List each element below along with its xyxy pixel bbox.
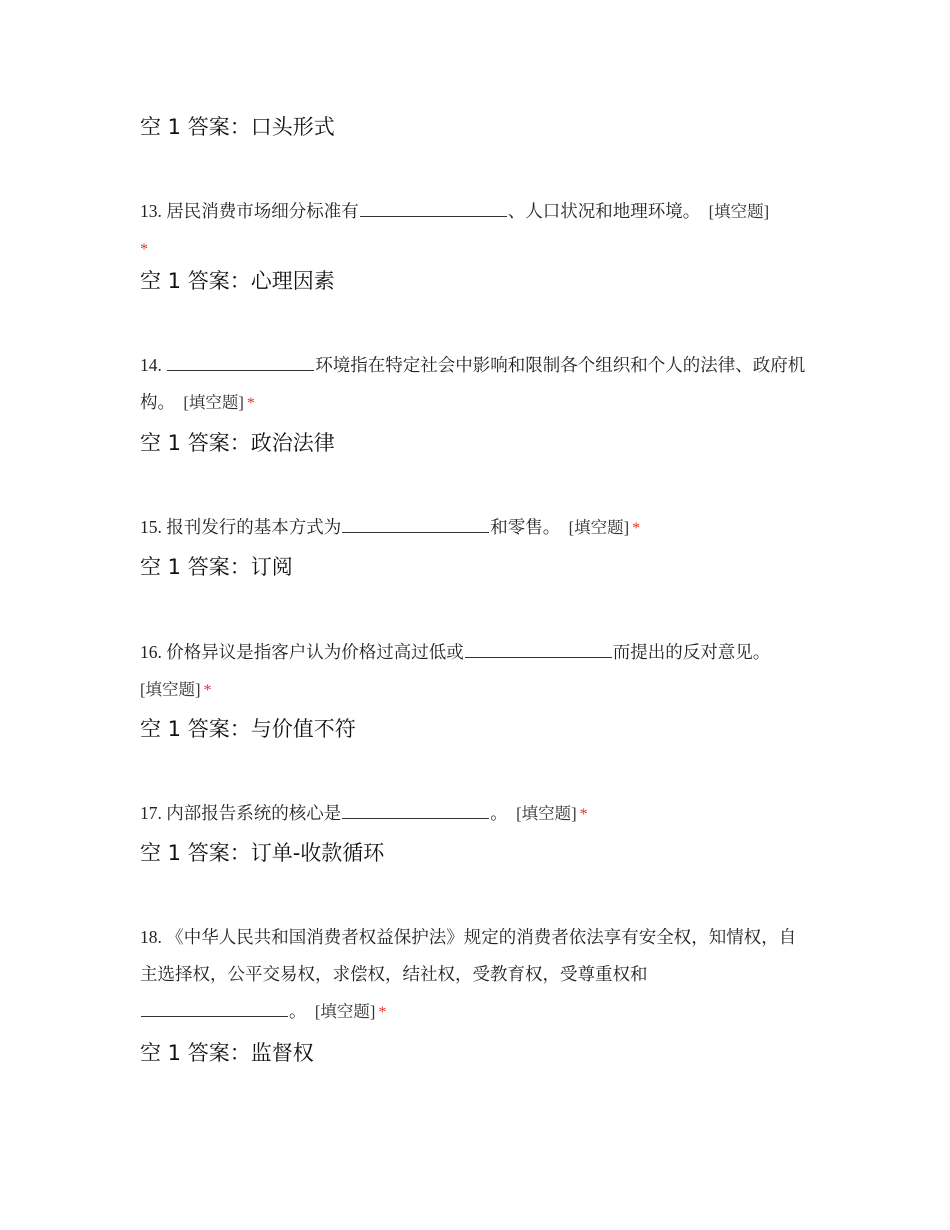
answer-value: 订单-收款循环 <box>250 841 385 865</box>
answer-line-12 <box>140 112 808 142</box>
answer-prefix: 空 1 答案： <box>140 431 251 455</box>
question-number: 17. <box>140 803 162 823</box>
answer-value: 心理因素 <box>250 269 335 293</box>
answer-prefix: 空 1 答案： <box>140 555 251 579</box>
answer-value: 与价值不符 <box>250 717 356 741</box>
question-text-after: 环境指在特定社会中影响和限制各个组织和个人的法律、政府机构。 <box>140 355 806 412</box>
question-type-tag: [填空题] <box>314 1002 376 1021</box>
answer-prefix: 空 1 答案： <box>140 717 251 741</box>
question-text-before: 价格异议是指客户认为价格过高过低或 <box>166 642 464 662</box>
fill-blank <box>167 369 314 371</box>
required-mark: * <box>140 241 148 258</box>
question-number: 14. <box>140 355 162 375</box>
question-number: 13. <box>140 201 162 221</box>
question-text-after: 而提出的反对意见。 <box>612 642 771 662</box>
answer-line-16 <box>140 714 808 744</box>
question-text-after: 和零售。 <box>490 517 561 537</box>
question-14 <box>140 347 808 422</box>
required-mark: * <box>378 1004 387 1021</box>
question-type-tag: [填空题] <box>516 804 577 823</box>
question-text-before: 《中华人民共和国消费者权益保护法》规定的消费者依法享有安全权，知情权，自主选择权，公平交易权，求偿权，结社权，受教育权，受尊重权和 <box>140 927 797 984</box>
question-16 <box>140 634 808 709</box>
answer-line-15 <box>140 552 808 582</box>
required-mark: * <box>632 520 641 537</box>
answer-line-14 <box>140 428 808 458</box>
question-number: 18. <box>140 927 162 947</box>
fill-blank <box>342 817 489 819</box>
answer-prefix: 空 1 答案： <box>140 1041 251 1065</box>
answer-prefix: 空 1 答案： <box>140 269 251 293</box>
question-17 <box>140 795 808 833</box>
answer-value: 口头形式 <box>250 115 335 139</box>
fill-blank <box>360 215 507 217</box>
answer-prefix: 空 1 答案： <box>140 115 251 139</box>
question-number: 15. <box>140 517 162 537</box>
answer-line-13 <box>140 266 808 296</box>
required-mark: * <box>579 806 588 823</box>
fill-blank <box>342 531 489 533</box>
required-mark: * <box>203 682 212 699</box>
answer-line-17 <box>140 838 808 868</box>
question-13 <box>140 193 808 268</box>
question-text-before: 内部报告系统的核心是 <box>166 803 342 823</box>
question-text-after: 。 <box>490 803 508 823</box>
question-type-tag: [填空题] <box>140 680 201 699</box>
answer-value: 政治法律 <box>250 431 335 455</box>
required-mark: * <box>246 395 255 412</box>
answer-value: 监督权 <box>250 1041 314 1065</box>
question-15 <box>140 509 808 547</box>
answer-value: 订阅 <box>250 555 293 579</box>
fill-blank <box>465 656 612 658</box>
question-text-after: 。 <box>289 1001 307 1021</box>
question-text-before: 报刊发行的基本方式为 <box>166 517 342 537</box>
question-text-before: 居民消费市场细分标准有 <box>166 201 359 221</box>
answer-prefix: 空 1 答案： <box>140 841 251 865</box>
question-18 <box>140 919 808 1031</box>
fill-blank <box>141 1015 288 1017</box>
question-number: 16. <box>140 642 162 662</box>
answer-line-18 <box>140 1038 808 1068</box>
question-text-after: 、人口状况和地理环境。 <box>507 201 701 221</box>
question-type-tag: [填空题] <box>568 518 630 537</box>
question-type-tag: [填空题] <box>183 393 244 412</box>
question-type-tag: [填空题] <box>708 202 770 221</box>
